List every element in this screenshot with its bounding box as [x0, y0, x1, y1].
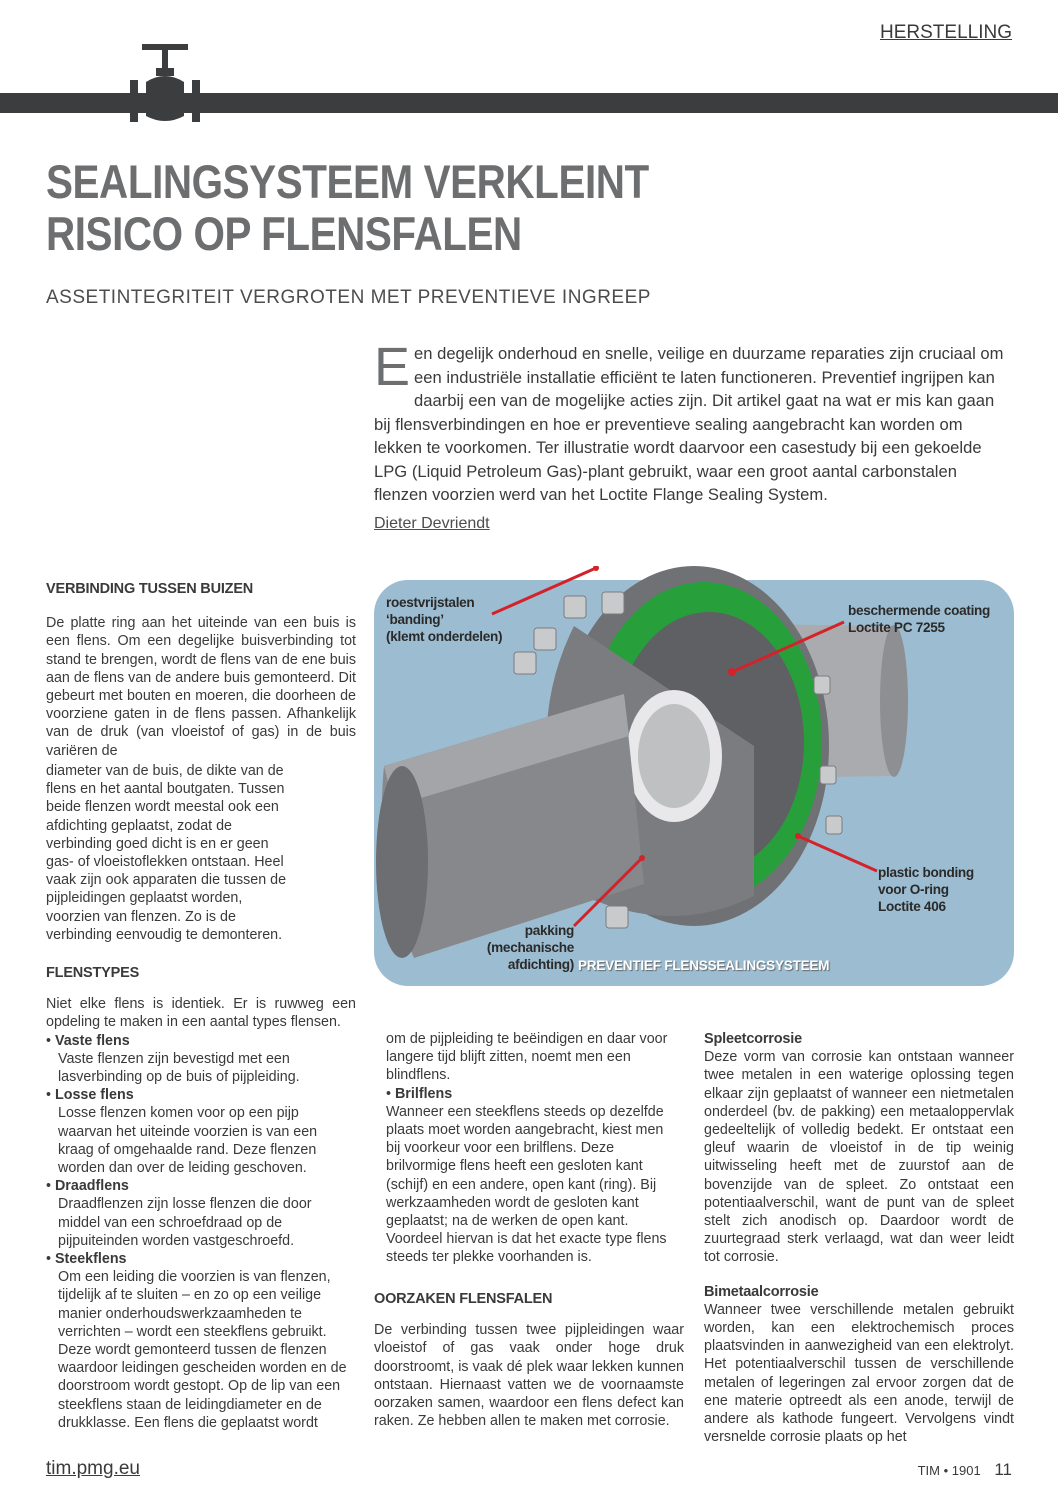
- column-2-bottom: [374, 1290, 684, 1430]
- label-line: ‘banding’: [386, 612, 444, 627]
- list-item: • Steekflens: [46, 1251, 127, 1268]
- heading-bimetaalcorrosie: Bimetaalcorrosie: [704, 1283, 819, 1300]
- paragraph-oorzaken: De verbinding tussen twee pijpleidingen waar vloeistof of gas vaak onder hoge druk doorstroomt, is vaak dé plek waar lekken kunnen ontstaan. Hiernaast vatten we de voornaamste oorzaken samen, waardoor een flens defect kan raken. Ze hebben allen te maken met corrosie.: [374, 1322, 684, 1430]
- bullet-title: Vaste flens: [54, 1032, 130, 1049]
- section-tag[interactable]: HERSTELLING: [880, 22, 1012, 43]
- flange-figure: [374, 566, 1014, 986]
- article-title: [46, 156, 665, 260]
- column-2-top: [386, 1030, 676, 1267]
- paragraph-spleetcorrosie: Deze vorm van corrosie kan ontstaan wanneer twee metalen in een waterige oplossing tegen elkaar zijn geplaatst of wanneer een nietmetalen onderdeel (bv. de pakking) een metaaloppervlak gedeeltelijk of volledig bedekt. Er ontstaat een gleuf waarin de vloeistof in de tip weinig uitwisseling heeft met de zuurstof aan de bovenzijde van de spleet. Zo ontstaat een potentiaalverschil, want de punt van de spleet stelt zich anodisch op. Daardoor wordt de zuurtegraad sterk verlaagd, wat dan weer leidt tot corrosie.: [704, 1049, 1014, 1266]
- heading-oorzaken: OORZAKEN FLENSFALEN: [374, 1291, 553, 1307]
- column-3: [704, 1030, 1014, 1446]
- bullet-title: Steekflens: [54, 1251, 127, 1268]
- label-banding: [386, 594, 502, 645]
- label-pakking: [422, 922, 574, 973]
- label-line: plastic bonding: [878, 865, 974, 880]
- intro-paragraph: [374, 337, 1014, 507]
- valve-icon: [128, 42, 202, 124]
- heading-flenstypes: FLENSTYPES: [46, 965, 140, 981]
- label-line: Loctite 406: [878, 899, 946, 914]
- paragraph-blindflens: om de pijpleiding te beëindigen en daar voor langere tijd blijft zitten, noemt men een blindflens.: [386, 1031, 668, 1084]
- label-plastic-bonding: [878, 864, 974, 915]
- bullet-text: Draadflenzen zijn losse flenzen die door middel van een schroefdraad op de pijpuiteinden worden vastgeschroefd.: [58, 1196, 312, 1249]
- website-link[interactable]: tim.pmg.eu: [46, 1458, 140, 1479]
- column-1-top: [46, 580, 356, 760]
- drop-cap: E: [374, 337, 411, 397]
- title-line-2: RISICO OP FLENSFALEN: [46, 207, 522, 260]
- page-number: 11: [994, 1460, 1012, 1479]
- paragraph-verbinding-b: diameter van de buis, de dikte van de flens en het aantal boutgaten. Tussen beide flenzen wordt meestal ook een afdichting geplaatst, zodat de verbinding goed dicht is en er geen gas- of vloeistoflekken ontstaan. Heel vaak zijn ook apparaten die tussen de pijpleidingen geplaatst worden, voorzien van flenzen. Zo is de verbinding eenvoudig te demonteren.: [46, 763, 287, 943]
- bullet-title: Draadflens: [54, 1178, 129, 1195]
- bullet-text: Losse flenzen komen voor op een pijp waarvan het uiteinde voorzien is van een kraag of omgehaalde rand. Deze flenzen worden dan over de leiding geschoven.: [58, 1105, 318, 1177]
- intro-text: en degelijk onderhoud en snelle, veilige en duurzame reparaties zijn cruciaal om een industriële installatie efficiënt te laten functioneren. Preventief ingrijpen kan daarbij een van de mogelijke acties zijn. Dit artikel gaat na wat er mis kan gaan bij flensverbindingen en hoe er preventieve sealing aangebracht kan worden om lekken te voorkomen. Ter illustratie wordt daarvoor een casestudy bij een gekoelde LPG (Liquid Petroleum Gas)-plant gebruikt, waar een groot aantal carbonstalen flenzen voorzien werd van het Loctite Flange Sealing System.: [374, 344, 1004, 504]
- bullet-title: Losse flens: [54, 1087, 134, 1104]
- list-item: • Draadflens: [46, 1178, 129, 1195]
- figure-caption: PREVENTIEF FLENSSEALINGSYSTEEM: [578, 958, 830, 973]
- list-item: • Losse flens: [46, 1087, 134, 1104]
- label-line: pakking: [524, 923, 574, 938]
- label-line: (klemt onderdelen): [386, 629, 503, 644]
- article-subtitle: ASSETINTEGRITEIT VERGROTEN MET PREVENTIEVE INGREEP: [46, 287, 651, 308]
- label-line: beschermende coating: [848, 603, 991, 618]
- bullet-text: Wanneer een steekflens steeds op dezelfde plaats moet worden aangebracht, kiest men bij voorkeur voor een brilflens. Deze brilvormige flens heeft een gesloten kant (schijf) en een andere, open kant (ring). Bij werkzaamheden wordt de gesloten kant geplaatst; na de werken de open kant. Voordeel hiervan is dat het exacte type flens steeds ter plekke voorhanden is.: [386, 1103, 667, 1266]
- bullet-title: Brilflens: [394, 1085, 453, 1102]
- label-coating: [848, 602, 990, 636]
- label-line: voor O-ring: [878, 882, 949, 897]
- author-byline[interactable]: Dieter Devriendt: [374, 515, 490, 532]
- bullet-text: Om een leiding die voorzien is van flenzen, tijdelijk af te sluiten – en zo op een veilige manier onderhoudswerkzaamheden te verrichten – wordt een steekflens gebruikt. Deze wordt gemonteerd tussen de flenzen waardoor leidingen gescheiden worden en de doorstroom wordt gestopt. Op de lip van een steekflens staan de leidingdiameter en de drukklasse. Een flens die geplaatst wordt: [58, 1269, 347, 1431]
- list-item: • Vaste flens: [46, 1032, 130, 1049]
- label-line: (mechanische afdichting): [486, 940, 574, 972]
- magazine-name: TIM: [917, 1463, 940, 1478]
- bullet-text: Vaste flenzen zijn bevestigd met een lasverbinding op de buis of pijpleiding.: [58, 1050, 300, 1086]
- paragraph-verbinding-a: De platte ring aan het uiteinde van een buis is een flens. Om een degelijke buisverbinding tot stand te brengen, wordt de flens van de ene buis aan de flens van de andere buis gemonteerd. Dit gebeurt met bouten en moeren, die doorheen de voorziene gaten in de flens passen. Afhankelijk van de druk (van vloeistof of gas) in de buis variëren de: [46, 615, 356, 759]
- list-item: • Brilflens: [386, 1085, 453, 1102]
- heading-verbinding: VERBINDING TUSSEN BUIZEN: [46, 581, 254, 597]
- page-footer: TIM • 1901 11: [917, 1460, 1012, 1479]
- column-1-wrap: [46, 762, 291, 944]
- paragraph-flenstypes: Niet elke flens is identiek. Er is ruwweg een opdeling te maken in een aantal types flensen.: [46, 996, 356, 1031]
- column-1-bottom: [46, 964, 356, 1432]
- label-line: Loctite PC 7255: [848, 620, 945, 635]
- paragraph-bimetaalcorrosie: Wanneer twee verschillende metalen gebruikt worden, kan een elektrochemisch proces plaatsvinden in aanwezigheid van een elektrolyt. Het potentiaalverschil tussen de verschillende metalen of legeringen zal ervoor zorgen dat de ene materie optreedt als een anode, terwijl de andere als kathode fungeert. Vervolgens vindt versnelde corrosie plaats op het: [704, 1301, 1014, 1446]
- heading-spleetcorrosie: Spleetcorrosie: [704, 1031, 802, 1047]
- issue-number: 1901: [951, 1463, 981, 1478]
- label-line: roestvrijstalen: [386, 595, 475, 610]
- title-line-1: SEALINGSYSTEEM VERKLEINT: [46, 155, 649, 208]
